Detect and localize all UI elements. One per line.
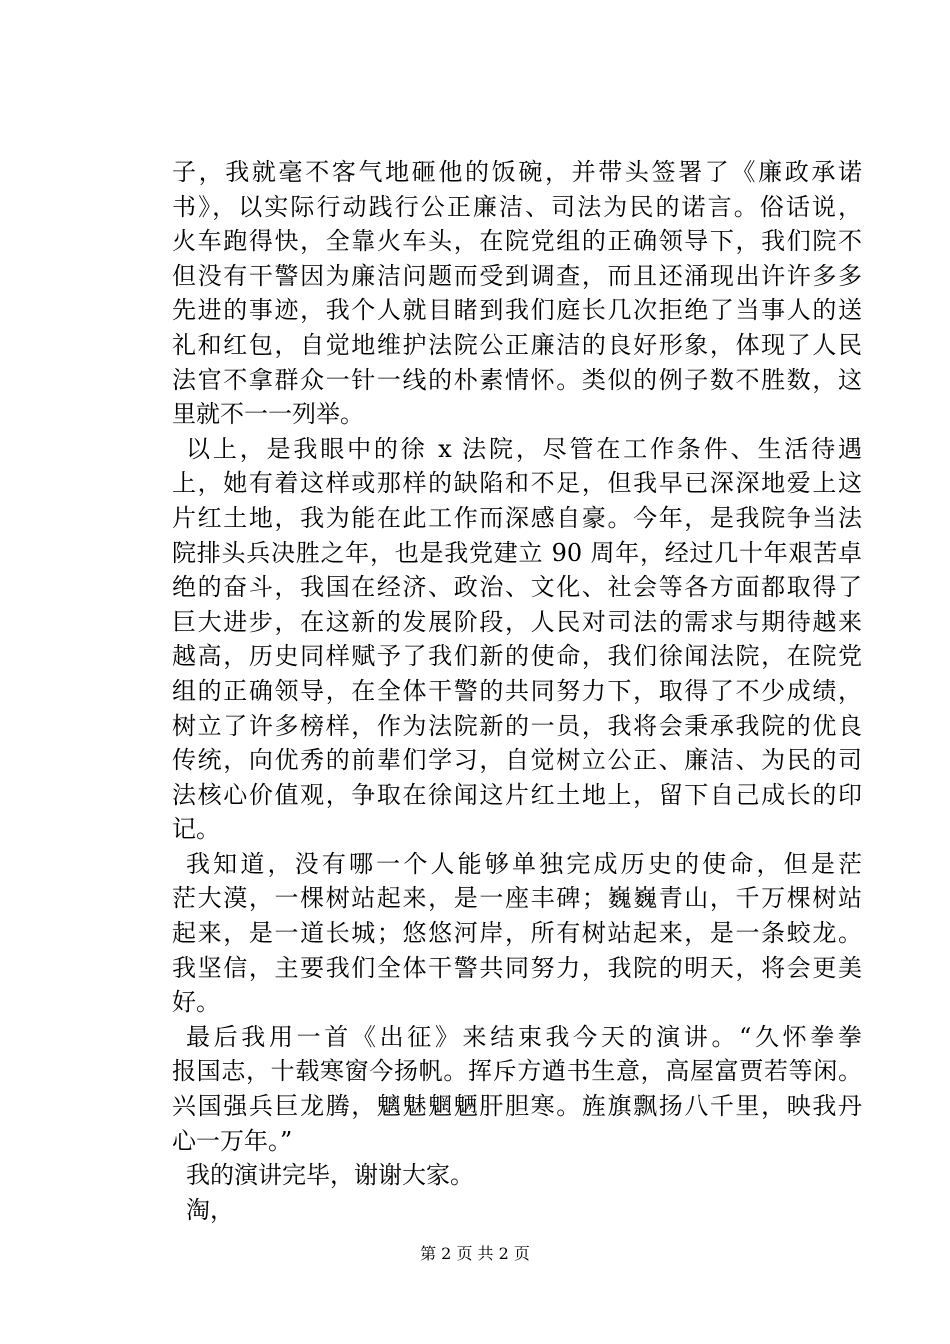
text-line: 片红土地，我为能在此工作而深感自豪。今年，是我院争当法 [172, 503, 862, 532]
text-line: 上，她有着这样或那样的缺陷和不足，但我早已深深地爱上这 [172, 469, 862, 498]
text-line: 巨大进步，在这新的发展阶段，人民对司法的需求与期待越来 [172, 607, 862, 636]
text-line: 心一万年。” [172, 1126, 293, 1155]
text-line: 传统，向优秀的前辈们学习，自觉树立公正、廉洁、为民的司 [172, 746, 862, 775]
text-line: 我知道，没有哪一个人能够单独完成历史的使命，但是茫 [186, 849, 862, 878]
page-number-footer: 第 2 页 共 2 页 [420, 1244, 530, 1263]
text-line: 茫大漠，一棵树站起来，是一座丰碑；巍巍青山，千万棵树站 [172, 884, 862, 913]
paragraph [172, 847, 862, 1020]
paragraph [172, 1158, 862, 1193]
text-line: 里就不一一列举。 [172, 400, 364, 429]
paragraph [172, 1193, 862, 1228]
text-line: 书》，以实际行动践行公正廉洁、司法为民的诺言。俗话说， [172, 192, 862, 221]
text-line: 兴国强兵巨龙腾，魑魅魍魉肝胆寒。旌旗飘扬八千里，映我丹 [172, 1092, 862, 1121]
text-line: 但没有干警因为廉洁问题而受到调查，而且还涌现出许许多多 [172, 261, 862, 290]
text-line: 越高，历史同样赋予了我们新的使命，我们徐闻法院，在院党 [172, 642, 862, 671]
text-line: 好。 [172, 988, 220, 1017]
text-line: 法核心价值观，争取在徐闻这片红土地上，留下自己成长的印 [172, 780, 862, 809]
text-line: 记。 [172, 815, 220, 844]
text-line: 院排头兵决胜之年，也是我党建立 90 周年，经过几十年艰苦卓 [172, 538, 862, 567]
text-line: 报国志，十载寒窗今扬帆。挥斥方遒书生意，高屋富贾若等闲。 [172, 1057, 862, 1086]
text-line: 组的正确领导，在全体干警的共同努力下，取得了不少成绩， [172, 676, 862, 705]
paragraph [172, 155, 862, 432]
text-line: 火车跑得快，全靠火车头，在院党组的正确领导下，我们院不 [172, 227, 862, 256]
document-body [172, 155, 862, 1227]
text-line: 最后我用一首《出征》来结束我今天的演讲。“久怀拳拳 [186, 1022, 862, 1051]
text-line: 以上，是我眼中的徐 x 法院，尽管在工作条件、生活待遇 [186, 434, 862, 463]
text-line: 绝的奋斗，我国在经济、政治、文化、社会等各方面都取得了 [172, 573, 862, 602]
text-line: 先进的事迹，我个人就目睹到我们庭长几次拒绝了当事人的送 [172, 296, 862, 325]
paragraph [172, 1020, 862, 1158]
text-line: 子，我就毫不客气地砸他的饭碗，并带头签署了《廉政承诺 [172, 158, 862, 186]
text-line: 法官不拿群众一针一线的朴素情怀。类似的例子数不胜数，这 [172, 365, 862, 394]
text-line: 礼和红包，自觉地维护法院公正廉洁的良好形象，体现了人民 [172, 330, 862, 359]
text-line: 树立了许多榜样，作为法院新的一员，我将会秉承我院的优良 [172, 711, 862, 740]
text-line: 我的演讲完毕，谢谢大家。 [186, 1161, 474, 1190]
paragraph [172, 432, 862, 847]
text-line: 我坚信，主要我们全体干警共同努力，我院的明天，将会更美 [172, 953, 862, 982]
text-line: 起来，是一道长城；悠悠河岸，所有树站起来，是一条蛟龙。 [172, 919, 862, 948]
text-line: 淘， [186, 1195, 234, 1224]
